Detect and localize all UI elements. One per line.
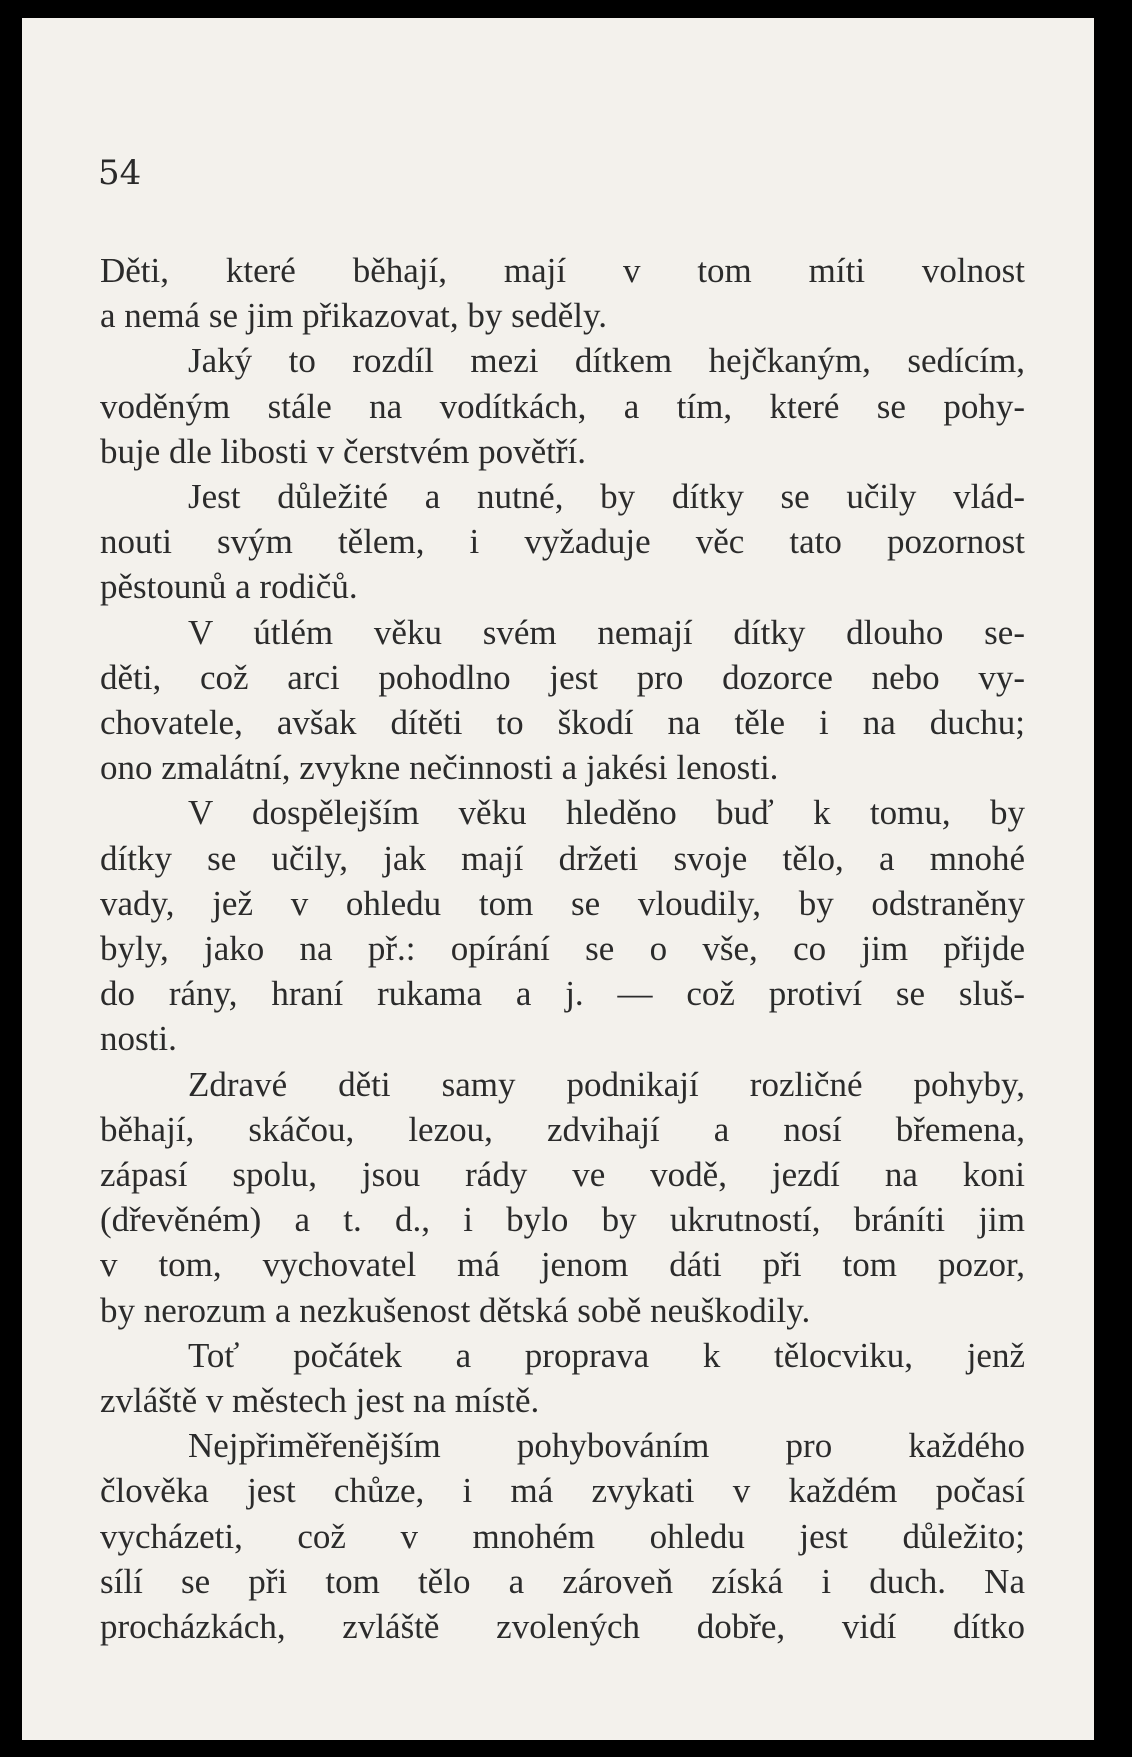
text-line [100, 474, 1025, 519]
text-line [100, 293, 1025, 338]
text-body [100, 248, 1025, 1649]
book-page [22, 18, 1094, 1740]
line-text: zápasí spolu, jsou rády ve vodě, jezdí na koni [100, 1155, 1025, 1195]
line-text: (dřevěném) a t. d., i bylo by ukrutností, bráníti jim [100, 1200, 1025, 1240]
paragraph [100, 474, 1025, 610]
paragraph [100, 1423, 1025, 1649]
line-text: v tom, vychovatel má jenom dáti při tom pozor, [100, 1245, 1025, 1285]
line-text: Děti, které běhají, mají v tom míti volnost [100, 251, 1025, 290]
line-text: pěstounů a rodičů. [100, 567, 358, 607]
text-line [100, 564, 1025, 609]
text-line [100, 1423, 1025, 1468]
paragraph [100, 1333, 1025, 1423]
line-text: vycházeti, což v mnohém ohledu jest důležito; [100, 1516, 1025, 1556]
text-line [100, 881, 1025, 926]
line-text: děti, což arci pohodlno jest pro dozorce nebo vy- [100, 657, 1025, 697]
line-text: V dospělejším věku hleděno buď k tomu, by [188, 793, 1025, 833]
text-line [100, 655, 1025, 700]
page-number: 54 [98, 153, 142, 193]
text-line [100, 1378, 1025, 1423]
text-line [100, 926, 1025, 971]
text-line [100, 1468, 1025, 1513]
text-line [100, 1152, 1025, 1197]
text-line [100, 429, 1025, 474]
text-line [100, 519, 1025, 564]
line-text: Jest důležité a nutné, by dítky se učily vlád- [188, 477, 1025, 517]
line-text: zvláště v městech jest na místě. [100, 1381, 540, 1421]
line-text: by nerozum a nezkušenost dětská sobě neuškodily. [100, 1290, 811, 1330]
text-line [100, 384, 1025, 429]
line-text: procházkách, zvláště zvolených dobře, vidí dítko [100, 1607, 1025, 1647]
text-line [100, 745, 1025, 790]
line-text: V útlém věku svém nemají dítky dlouho se- [188, 612, 1025, 652]
line-text: ono zmalátní, zvykne nečinnosti a jakési lenosti. [100, 748, 779, 788]
text-line [100, 836, 1025, 881]
paragraph [100, 1062, 1025, 1333]
text-line [100, 1197, 1025, 1242]
line-text: buje dle libosti v čerstvém povětří. [100, 431, 587, 471]
paragraph [100, 610, 1025, 791]
text-line [100, 1016, 1025, 1061]
line-text: člověka jest chůze, i má zvykati v každém počasí [100, 1471, 1025, 1511]
text-line [100, 610, 1025, 655]
line-text: Zdravé děti samy podnikají rozličné pohyby, [188, 1064, 1025, 1104]
line-text: voděným stále na vodítkách, a tím, které se pohy- [100, 386, 1025, 426]
line-text: chovatele, avšak dítěti to škodí na těle i na duchu; [100, 703, 1025, 743]
line-text: nosti. [100, 1019, 177, 1059]
line-text: byly, jako na př.: opírání se o vše, co jim přijde [100, 929, 1025, 969]
text-line [100, 971, 1025, 1016]
text-line [100, 338, 1025, 383]
paragraph [100, 248, 1025, 338]
line-text: Toť počátek a proprava k tělocviku, jenž [188, 1335, 1025, 1375]
line-text: Jaký to rozdíl mezi dítkem hejčkaným, sedícím, [188, 341, 1025, 381]
text-line [100, 1333, 1025, 1378]
paragraph [100, 338, 1025, 474]
line-text: dítky se učily, jak mají držeti svoje tělo, a mnohé [100, 838, 1025, 878]
text-line [100, 1288, 1025, 1333]
text-line [100, 1604, 1025, 1649]
line-text: běhají, skáčou, lezou, zdvihají a nosí břemena, [100, 1109, 1025, 1149]
line-text: sílí se při tom tělo a zároveň získá i duch. Na [100, 1561, 1025, 1601]
line-text: vady, jež v ohledu tom se vloudily, by odstraněny [100, 883, 1025, 923]
text-line [100, 1242, 1025, 1287]
paragraph [100, 790, 1025, 1061]
text-line [100, 1514, 1025, 1559]
text-line [100, 790, 1025, 835]
line-text: nouti svým tělem, i vyžaduje věc tato pozornost [100, 522, 1025, 562]
text-line [100, 1559, 1025, 1604]
line-text: do rány, hraní rukama a j. — což protiví se sluš- [100, 974, 1025, 1014]
text-line [100, 248, 1025, 293]
line-text: Nejpřiměřenějším pohybováním pro každého [188, 1426, 1025, 1466]
text-line [100, 1062, 1025, 1107]
text-line [100, 700, 1025, 745]
line-text: a nemá se jim přikazovat, by seděly. [100, 296, 608, 336]
text-line [100, 1107, 1025, 1152]
